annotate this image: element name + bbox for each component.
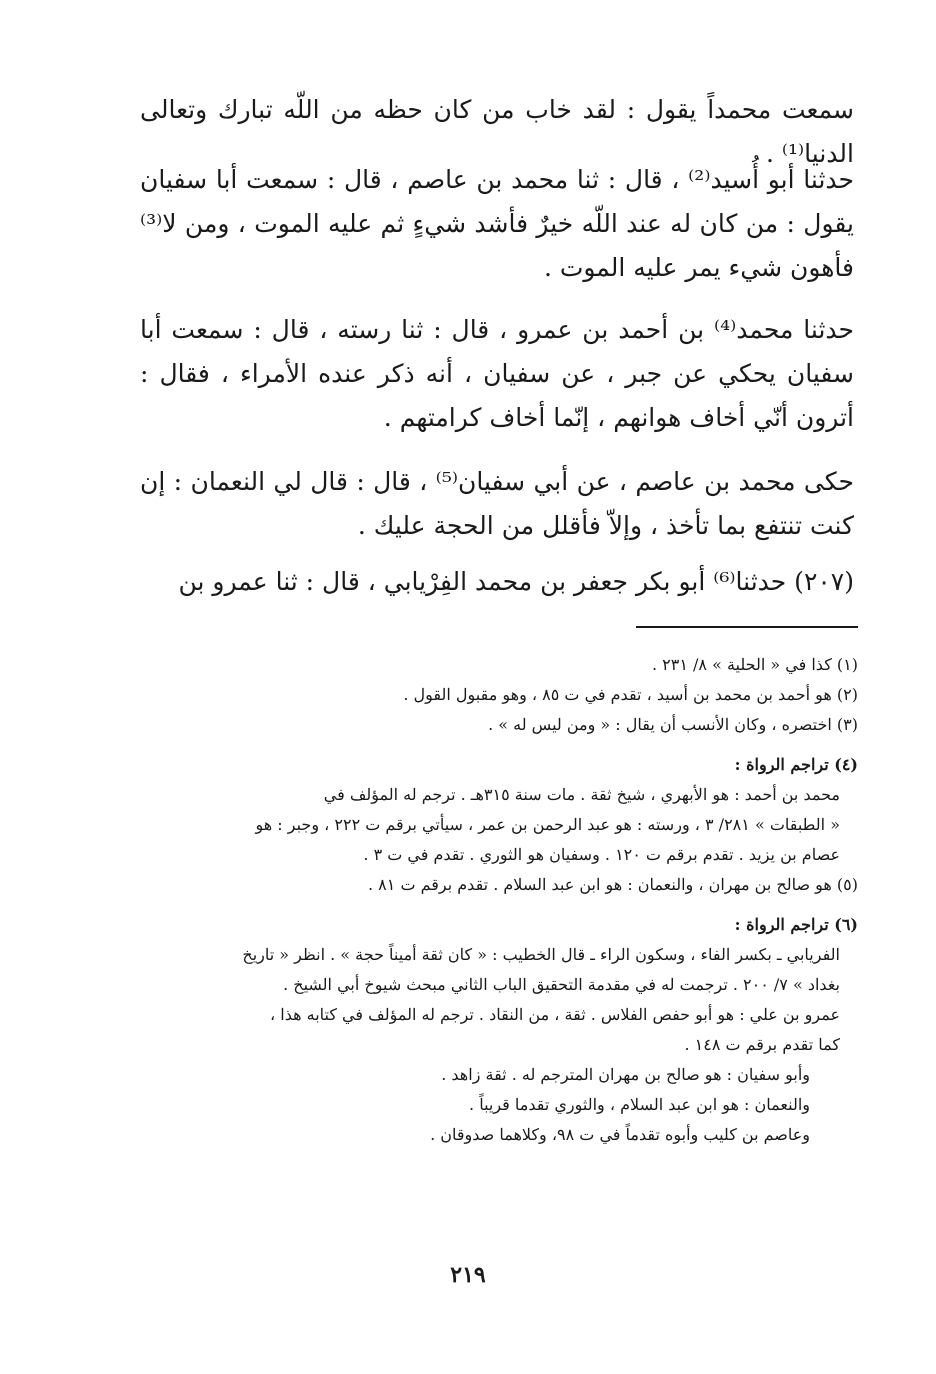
paragraph-text: سمعت محمداً يقول : لقد خاب من كان حظه من اللّه تبارك وتعالى الدنيا⁽¹⁾ . — [140, 95, 854, 168]
footnotes — [88, 650, 858, 1150]
spacer — [88, 740, 858, 746]
footnote-line: عمرو بن علي : هو أبو حفص الفلاس . ثقة ، من النقاد . ترجم له المؤلف في كتابه هذا ، — [270, 1005, 840, 1024]
paragraph-5 — [140, 560, 854, 604]
footnote-line: كما تقدم برقم ت ١٤٨ . — [684, 1035, 840, 1054]
footnote-line: محمد بن أحمد : هو الأبهري ، شيخ ثقة . مات سنة ٣١٥هـ . ترجم له المؤلف في — [323, 785, 840, 804]
footnote-line: عصام بن يزيد . تقدم برقم ت ١٢٠ . وسفيان هو الثوري . تقدم في ت ٣ . — [363, 845, 840, 864]
footnote-line: وعاصم بن كليب وأبوه تقدماً في ت ٩٨، وكلاهما صدوقان . — [430, 1125, 810, 1144]
footnote-3: (٣) اختصره ، وكان الأنسب أن يقال : « ومن ليس له » . — [488, 715, 858, 734]
footnote-line: الفريابي ـ بكسر الفاء ، وسكون الراء ـ قال الخطيب : « كان ثقة أميناً حجة » . انظر « تاريخ — [242, 945, 840, 964]
paragraph-2 — [140, 158, 854, 290]
footnote-2: (٢) هو أحمد بن محمد بن أسيد ، تقدم في ت ٨٥ ، وهو مقبول القول . — [403, 685, 858, 704]
paragraph-text: (٢٠٧) حدثنا⁽⁶⁾ أبو بكر جعفر بن محمد الفِرْيابي ، قال : ثنا عمرو بن — [178, 567, 854, 596]
footnote-separator — [636, 626, 858, 628]
footnote-6-body — [88, 940, 858, 1060]
footnote-6-indented — [88, 1060, 858, 1150]
spacer — [88, 900, 858, 906]
footnote-line: والنعمان : هو ابن عبد السلام ، والثوري تقدما قريباً . — [469, 1095, 810, 1114]
footnote-4-heading: (٤) تراجم الرواة : — [734, 755, 858, 774]
footnote-line: بغداد » ٧/ ٢٠٠ . ترجمت له في مقدمة التحقيق الباب الثاني مبحث شيوخ أبي الشيخ . — [283, 975, 840, 994]
paragraph-text: حدثنا أبو أُسيد⁽²⁾ ، قال : ثنا محمد بن عاصم ، قال : سمعت أبا سفيان يقول : من كان له عند اللّه خيرٌ فأشد شيءٍ ثم عليه الموت ، ومن لا⁽³⁾ فأهون شيء يمر عليه الموت . — [140, 165, 854, 282]
footnote-line: وأبو سفيان : هو صالح بن مهران المترجم له . ثقة زاهد . — [441, 1065, 810, 1084]
paragraph-3 — [140, 308, 854, 440]
page-number: ٢١٩ — [450, 1262, 486, 1288]
paragraph-4 — [140, 460, 854, 548]
footnote-line: « الطبقات » ٢٨١/ ٣ ، ورسته : هو عبد الرحمن بن عمر ، سيأتي برقم ت ٢٢٢ ، وجبر : هو — [255, 815, 840, 834]
footnote-5: (٥) هو صالح بن مهران ، والنعمان : هو ابن عبد السلام . تقدم برقم ت ٨١ . — [368, 875, 858, 894]
paragraph-text: حدثنا محمد⁽⁴⁾ بن أحمد بن عمرو ، قال : ثنا رسته ، قال : سمعت أبا سفيان يحكي عن جبر ، عن سفيان ، أنه ذكر عنده الأمراء ، فقال : أترون أنّي أخاف هوانهم ، إنّما أخاف كرامتهم . — [140, 315, 854, 432]
paragraph-text: حكى محمد بن عاصم ، عن أبي سفيان⁽⁵⁾ ، قال : قال لي النعمان : إن كنت تنتفع بما تأخذ ، وإلاّ فأقلل من الحجة عليك . — [140, 467, 855, 540]
footnote-4-body — [88, 780, 858, 870]
footnote-1: (١) كذا في « الحلية » ٨/ ٢٣١ . — [651, 655, 858, 674]
footnote-6-heading: (٦) تراجم الرواة : — [734, 915, 858, 934]
